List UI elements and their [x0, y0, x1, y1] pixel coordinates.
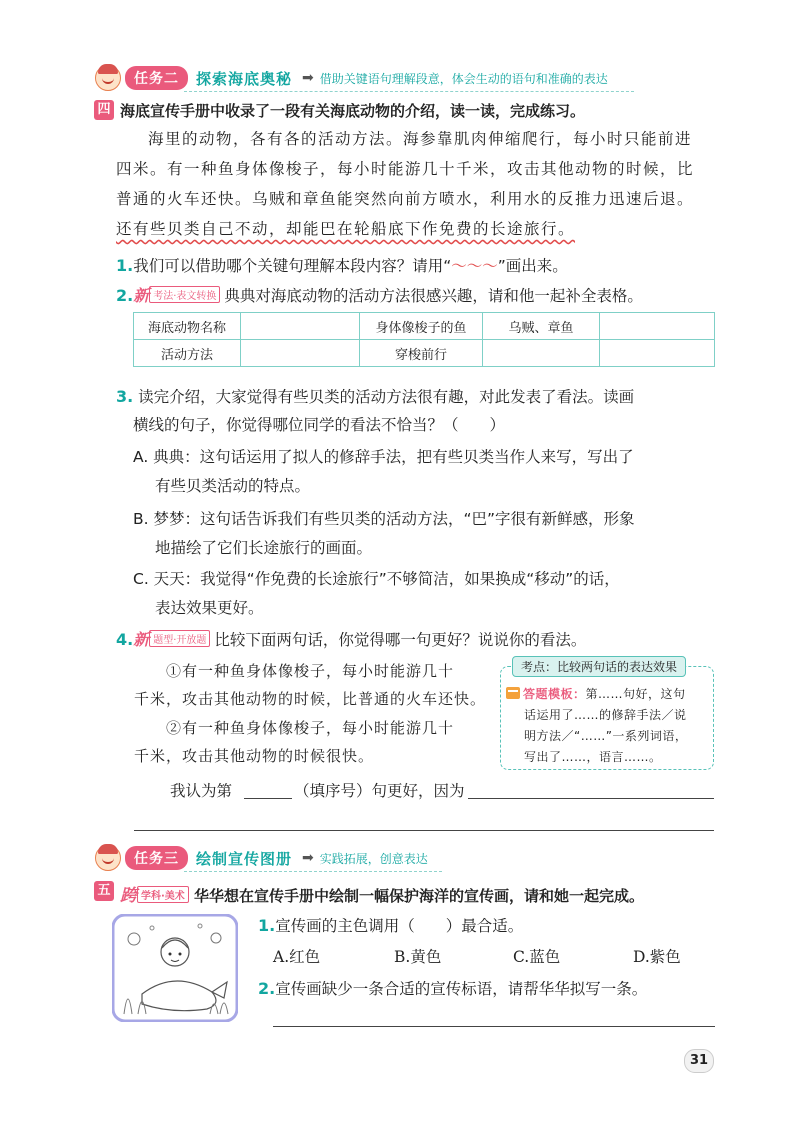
answer-blank[interactable]	[468, 798, 714, 799]
subject-tag: 学科·美术	[137, 886, 189, 903]
question-3	[116, 385, 634, 407]
question-number: 3.	[116, 387, 134, 406]
answer-blank[interactable]	[134, 830, 714, 831]
question-2	[116, 283, 643, 306]
option-c[interactable]: C.蓝色	[513, 948, 561, 966]
table-cell: 穿梭前行	[360, 340, 483, 367]
tip-label: 考点：比较两句话的表达效果	[512, 656, 686, 677]
question-1	[116, 254, 568, 276]
question-text: 比较下面两句话，你觉得哪一句更好？说说你的看法。	[214, 631, 587, 649]
passage-line: 四米。有一种鱼身体像梭子，每小时能游几十千米，攻击其他动物的时候，比	[116, 160, 695, 178]
section-title	[120, 881, 644, 906]
answer-blank[interactable]	[244, 798, 292, 799]
ocean-poster-image	[112, 914, 238, 1022]
answer-prefix: 我认为第	[170, 782, 233, 800]
fill-table	[133, 312, 715, 367]
task3-subtitle: 实践拓展，创意表达	[319, 851, 428, 866]
question-5-1	[258, 914, 523, 936]
page-number: 31	[684, 1049, 714, 1073]
option-b-cont: 地描绘了它们长途旅行的画面。	[155, 539, 373, 557]
task3-pill: 任务三	[125, 846, 188, 870]
question-text: 我们可以借助哪个关键句理解本段内容？请用“	[133, 257, 452, 275]
section-title: 海底宣传手册中收录了一段有关海底动物的介绍，读一读，完成练习。	[120, 102, 586, 120]
table-cell: 乌贼、章鱼	[483, 313, 600, 340]
mascot-icon	[95, 65, 121, 91]
tip-line	[506, 685, 686, 702]
cross-subject-icon: 跨	[120, 886, 137, 906]
question-number: 1.	[116, 256, 134, 275]
sentence-2: ②有一种鱼身体像梭子，每小时能游几十	[166, 719, 455, 737]
passage-line: 海里的动物，各有各的活动方法。海参靠肌肉伸缩爬行，每小时只能前进	[148, 130, 693, 148]
sentence-1: ①有一种鱼身体像梭子，每小时能游几十	[166, 662, 455, 680]
table-cell: 身体像梭子的鱼	[360, 313, 483, 340]
task2-pill: 任务二	[125, 66, 188, 90]
option-b: B. 梦梦：这句话告诉我们有些贝类的活动方法，“巴”字很有新鲜感，形象	[133, 510, 635, 528]
question-number: 1.	[258, 916, 276, 935]
table-cell: 海底动物名称	[134, 313, 241, 340]
question-number: 2.	[116, 286, 134, 305]
table-cell-blank[interactable]	[241, 340, 360, 367]
tip-text: 第……句好，这句	[585, 687, 686, 701]
tip-line: 明方法／“……”一系列词语，	[524, 729, 688, 743]
mascot-icon	[95, 845, 121, 871]
section-number: 四	[94, 100, 114, 120]
task2-banner	[95, 66, 608, 90]
question-tag: 考法·表文转换	[149, 286, 220, 303]
option-c-cont: 表达效果更好。	[155, 599, 264, 617]
arrow-right-icon: ➡	[302, 850, 314, 866]
divider	[184, 91, 634, 92]
table-cell-blank[interactable]	[600, 340, 715, 367]
sentence-2-cont: 千米，攻击其他动物的时候很快。	[134, 747, 375, 765]
new-tag-icon: 新	[133, 286, 150, 305]
question-text: 宣传画的主色调用（ ）最合适。	[275, 917, 524, 935]
question-text: 读完介绍，大家觉得有些贝类的活动方法很有趣，对此发表了看法。读画	[138, 388, 635, 406]
passage-line-underlined	[116, 217, 575, 239]
folder-icon	[506, 687, 520, 699]
question-number: 4.	[116, 630, 134, 649]
sentence-1-cont: 千米，攻击其他动物的时候，比普通的火车还快。	[134, 690, 487, 708]
tip-line: 写出了……，语言……。	[524, 750, 662, 764]
question-number: 2.	[258, 979, 276, 998]
table-cell: 活动方法	[134, 340, 241, 367]
option-a: A. 典典：这句话运用了拟人的修辞手法，把有些贝类当作人来写，写出了	[133, 448, 634, 466]
question-5-2	[258, 977, 647, 999]
option-a[interactable]: A.红色	[273, 948, 321, 966]
section-number: 五	[94, 881, 114, 901]
question-text: 典典对海底动物的活动方法很感兴趣，请和他一起补全表格。	[224, 287, 643, 305]
question-3-line2: 横线的句子，你觉得哪位同学的看法不恰当？（ ）	[133, 416, 506, 434]
option-a-cont: 有些贝类活动的特点。	[155, 477, 311, 495]
wavy-line-mark: ～～～	[451, 257, 498, 275]
question-text: 宣传画缺少一条合适的宣传标语，请帮华华拟写一条。	[275, 980, 648, 998]
table-cell-blank[interactable]	[600, 313, 715, 340]
passage-line: 普通的火车还快。乌贼和章鱼能突然向前方喷水，利用水的反推力迅速后退。	[116, 190, 695, 208]
answer-mid: （填序号）句更好，因为	[294, 782, 465, 800]
underlined-sentence: 还有些贝类自己不动，却能巴在轮船底下作免费的长途旅行。	[116, 220, 576, 238]
task2-subtitle: 借助关键语句理解段意，体会生动的语句和准确的表达	[319, 71, 608, 86]
arrow-right-icon: ➡	[302, 70, 314, 86]
question-text: ”画出来。	[497, 257, 568, 275]
question-tag: 题型·开放题	[149, 630, 210, 647]
table-row	[134, 340, 715, 367]
tip-head: 答题模板：	[523, 687, 586, 701]
table-row	[134, 313, 715, 340]
table-cell-blank[interactable]	[483, 340, 600, 367]
task3-banner	[95, 846, 428, 870]
task3-title: 绘制宣传图册	[196, 849, 293, 868]
option-d[interactable]: D.紫色	[633, 948, 681, 966]
poster-illustration	[112, 914, 238, 1022]
question-4	[116, 627, 586, 650]
option-b[interactable]: B.黄色	[394, 948, 442, 966]
new-tag-icon: 新	[133, 630, 150, 649]
divider	[184, 871, 442, 872]
table-cell-blank[interactable]	[241, 313, 360, 340]
task2-title: 探索海底奥秘	[196, 69, 293, 88]
section-title-text: 华华想在宣传手册中绘制一幅保护海洋的宣传画，请和她一起完成。	[194, 887, 645, 905]
tip-line: 话运用了……的修辞手法／说	[524, 708, 687, 722]
option-c: C. 天天：我觉得“作免费的长途旅行”不够简洁，如果换成“移动”的话，	[133, 570, 620, 588]
answer-blank[interactable]	[273, 1026, 715, 1027]
